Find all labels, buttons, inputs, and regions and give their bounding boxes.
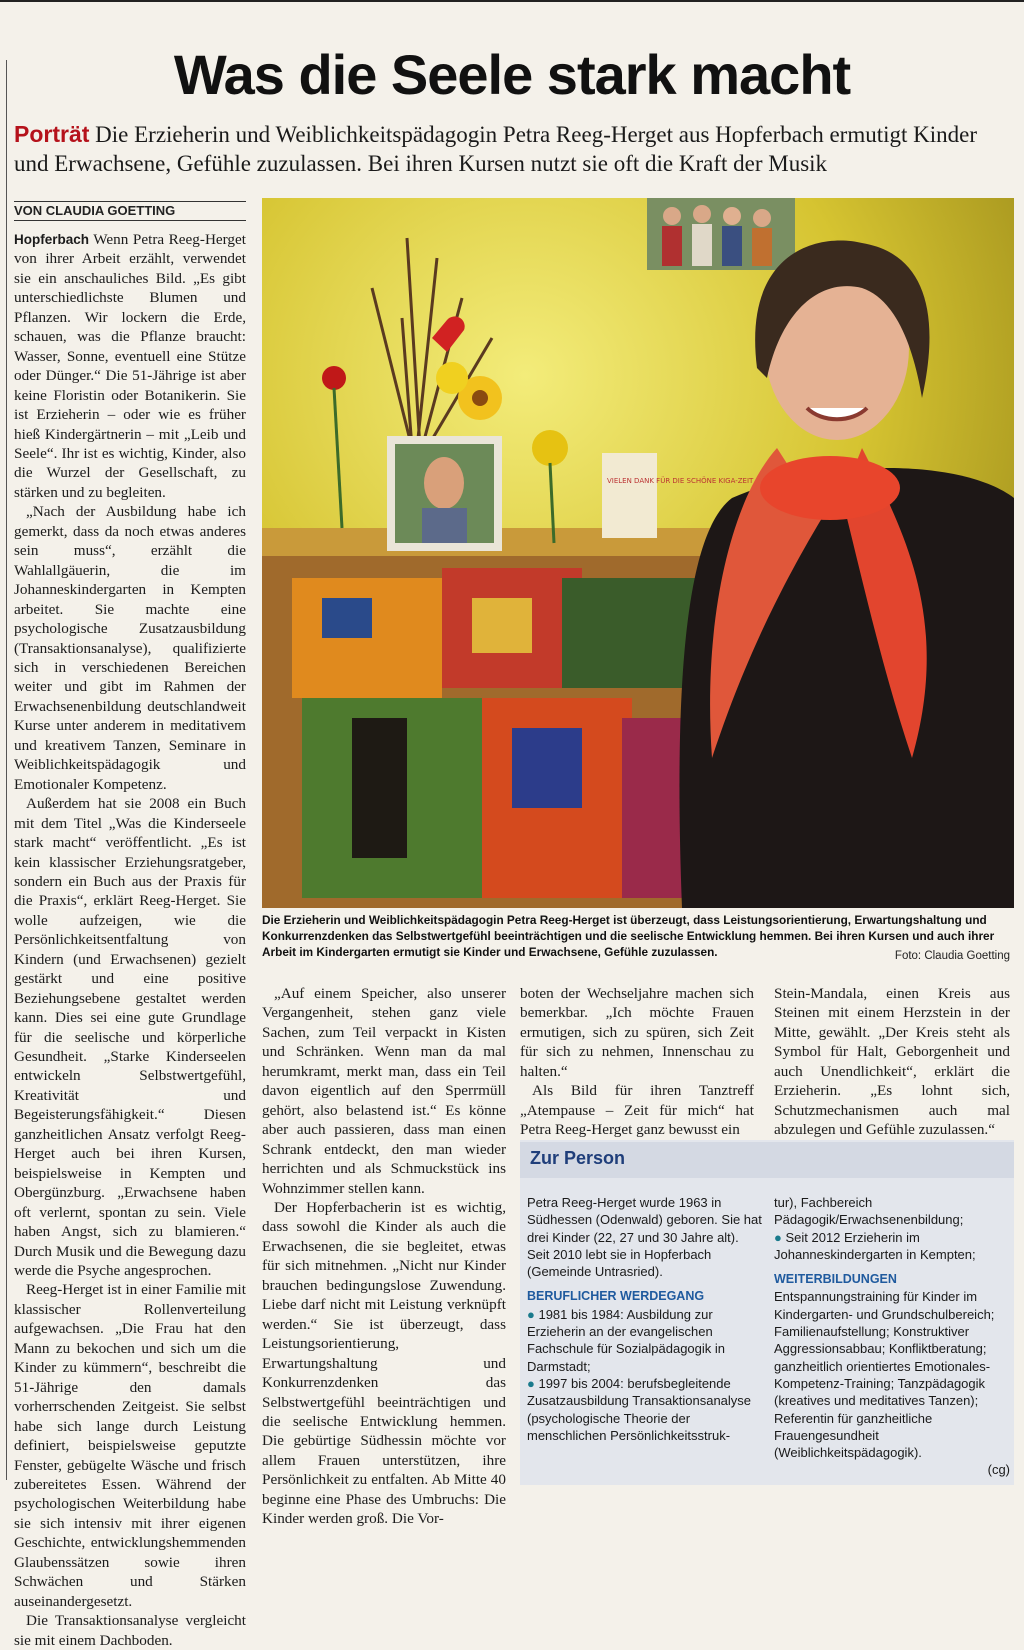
deck-tag: Porträt	[14, 121, 90, 147]
career-item-text: 1997 bis 2004: berufsbegleitende Zusatzausbildung Transaktionsanalyse (psychologische Theorie der menschlichen Persönlichkeitsstruk-	[527, 1375, 752, 1443]
photo-credit: Foto: Claudia Goetting	[894, 950, 1010, 962]
paragraph: „Auf einem Speicher, also unserer Vergangenheit, stehen ganz viele Sachen, zum Teil verpackt in Kisten und Schränken. Wenn man da mal herumkramt, merkt man, dass ein Teil davon eigentlich auf den Sperrmüll gehört, also belastend ist.“ Es könne aber auch passieren, dass man einen Schrank entdeckt, den man wieder herrichten und als Schmuckstück ins Wohnzimmer stellen kann.	[262, 985, 506, 1197]
info-box-column-2	[774, 1194, 1010, 1479]
paragraph: Als Bild für ihren Tanztreff „Atempause – Zeit für mich“ hat Petra Reeg-Herget ganz bewusst ein	[520, 1082, 754, 1139]
bullet-icon: ●	[527, 1306, 535, 1322]
bullet-icon: ●	[527, 1375, 535, 1391]
dateline: Hopferbach	[14, 232, 90, 247]
info-box-title: Zur Person	[530, 1148, 626, 1168]
info-intro: Petra Reeg-Herget wurde 1963 in Südhessen (Odenwald) geboren. Sie hat drei Kinder (22, 27 und 30 Jahre alt). Seit 2010 lebt sie in Hopferbach (Gemeinde Untrasried).	[527, 1195, 762, 1280]
article-column-2	[262, 984, 506, 1529]
headline: Was die Seele stark macht	[173, 43, 851, 106]
paragraph: Stein-Mandala, einen Kreis aus Steinen mit einem Herzstein in der Mitte, gewählt. „Der Kreis steht als Symbol für Halt, Geborgenheit und auch Unendlichkeit“, erklärt die Erzieherin. „Es lohnt sich, Schutzmechanismen auch mal abzulegen und Gefühle zuzulassen.“	[774, 985, 1010, 1139]
deck-text: Die Erzieherin und Weiblichkeitspädagogin Petra Reeg-Herget aus Hopferbach ermutigt Kinder und Erwachsene, Gefühle zuzulassen. Bei ihren Kursen nutzt sie oft die Kraft der Musik	[14, 122, 978, 176]
paragraph: Außerdem hat sie 2008 ein Buch mit dem Titel „Was die Kinderseele stark macht“ veröffentlicht. „Es ist kein klassischer Erziehungsratgeber, sondern ein Buch aus der Praxis für die Praxis“, erklärt Reeg-Herget. Sie wolle aufzeigen, wie die Persönlichkeitsentfaltung von Kindern (und Erwachsenen) gezielt gestärkt und eine positive Beziehungsebene gestaltet werden kann. Dies sei eine gute Grundlage für die seelische und körperliche Gesundheit. „Starke Kinderseelen entwickeln Selbstwertgefühl, Kreativität und Begeisterungsfähigkeit.“ Diesen ganzheitlichen Ansatz verfolgt Reeg-Herget auch bei ihren Kursen, beispielsweise in Kempten und Obergünzburg. „Erwachsene haben oft verlernt, spontan zu sein. Viele haben Angst, sich zu blamieren.“ Durch Musik und die Bewegung dazu werde die Psyche angesprochen.	[14, 795, 246, 1280]
photo-caption: Die Erzieherin und Weiblichkeitspädagogin Petra Reeg-Herget ist überzeugt, dass Leistungsorientierung, Erwartungshaltung und Konkurrenzdenken das Selbstwertgefühl beeinträchtigen und die seelische Entwicklung hemmen. Bei ihren Kursen und auch ihrer Arbeit im Kindergarten ermutigt sie Kinder und Erwachsene, Gefühle zuzulassen.	[262, 913, 995, 959]
paragraph-text: Wenn Petra Reeg-Herget von ihrer Arbeit erzählt, verwendet sie ein anschauliches Bild. „Es gibt unterschiedlichste Blumen und Pflanzen. Wir lockern die Erde, schauen, was die Pflanze braucht: Wasser, Sonne, eventuell eine Stütze oder Dünger.“ Die 51-Jährige ist aber keine Floristin oder Botanikerin. Sie ist Erzieherin – oder wie es früher hieß Kindergärtnerin – mit „Leib und Seele“. Ihr ist es wichtig, Kinder, also die Wurzel der Gesellschaft, zu stärken und zu begleiten.	[14, 231, 246, 501]
career-item-continued: tur), Fachbereich Pädagogik/Erwachsenenbildung;	[774, 1195, 964, 1228]
article-column-1	[14, 230, 246, 1650]
paragraph	[14, 230, 246, 502]
paragraph: boten der Wechseljahre machen sich bemerkbar. „Ich möchte Frauen ermutigen, sich zu spüren, sich Zeit für sich zu nehmen, Innenschau zu halten.“	[520, 985, 754, 1080]
photo-illustration	[262, 198, 1014, 908]
further-text: Entspannungstraining für Kinder im Kindergarten- und Grundschulbereich; Familienaufstellung; Konstruktiver Aggressionsabbau; Konfliktberatung; ganzheitlich orientiertes Emotionales-Kompetenz-Training; Tanzpädagogik (kreatives und meditatives Tanzen); Referentin für ganzheitliche Frauengesundheit (Weiblichkeitspädagogik).	[774, 1289, 995, 1461]
deck	[14, 120, 1014, 178]
top-rule	[0, 0, 1024, 2]
career-item	[527, 1375, 763, 1444]
info-box-column-1	[527, 1194, 763, 1444]
paragraph: Reeg-Herget ist in einer Familie mit klassischer Rollenverteilung aufgewachsen. „Die Frau hat den Mann zu bekochen und sich um die Kinder zu kümmern“, beschreibt die 51-Jährige den damals vorherrschenden Zeitgeist. Sie selbst habe sich lange durch Leistung definiert, beispielsweise geputzte Fenster, gebügelte Wäsche und frisch zubereitetes Essen. Während der psychologischen Weiterbildung habe sie sich intensiv mit ihrer eigenen Geschichte, entwicklungshemmenden Glaubenssätzen sowie ihren Schwächen und Stärken auseinandergesetzt.	[14, 1281, 246, 1610]
career-item	[527, 1306, 763, 1375]
article-column-3	[520, 984, 754, 1140]
career-item	[774, 1229, 1010, 1264]
paragraph: Der Hopferbacherin ist es wichtig, dass sowohl die Kinder als auch die Erwachsenen, die sie begleitet, etwas für sich mitnehmen. „Nicht nur Kinder brauchen bedingungslose Zuwendung. Liebe darf nicht mit Leistung verknüpft werden.“ Sie ist überzeugt, dass Leistungsorientierung, Erwartungshaltung und Konkurrenzdenken das Selbstwertgefühl beeinträchtigen und die seelische Entwicklung hemmen. Die gebürtige Südhessin möchte vor allem Frauen unterstützen, ihre Persönlichkeit zu entfalten. Ab Mitte 40 beginne eine Phase des Umbruchs: Die Kinder werden groß. Die Vor-	[262, 1198, 506, 1528]
career-item-text: Seit 2012 Erzieherin im Johanneskindergarten in Kempten;	[774, 1229, 976, 1262]
further-heading: WEITERBILDUNGEN	[774, 1272, 897, 1287]
career-item-text: 1981 bis 1984: Ausbildung zur Erzieherin an der evangelischen Fachschule für Sozialpädagogik in Darmstadt;	[527, 1306, 726, 1374]
byline: VON CLAUDIA GOETTING	[14, 201, 246, 221]
bullet-icon: ●	[774, 1229, 782, 1245]
signature: (cg)	[987, 1462, 1010, 1478]
article-column-4	[774, 984, 1010, 1140]
article-photo	[262, 198, 1014, 908]
career-heading: BERUFLICHER WERDEGANG	[527, 1289, 705, 1304]
paragraph: „Nach der Ausbildung habe ich gemerkt, dass da noch etwas anderes sein muss“, erzählt die Wahlallgäuerin, die im Johanneskindergarten in Kempten arbeitet. Sie machte eine psychologische Zusatzausbildung (Transaktionsanalyse), qualifizierte sich in verschiedenen Bereichen weiter und gibt im Rahmen der Erwachsenenbildung deutschlandweit Kurse unter anderem in meditativem und kreativem Tanzen, Seminare in Weiblichkeitspädagogik und Emotionaler Kompetenz.	[14, 503, 246, 793]
paragraph: Die Transaktionsanalyse vergleicht sie mit einem Dachboden.	[14, 1612, 246, 1649]
left-rule	[6, 60, 7, 1480]
candle-text: VIELEN DANK FÜR DIE SCHÖNE KIGA-ZEIT	[607, 477, 754, 485]
